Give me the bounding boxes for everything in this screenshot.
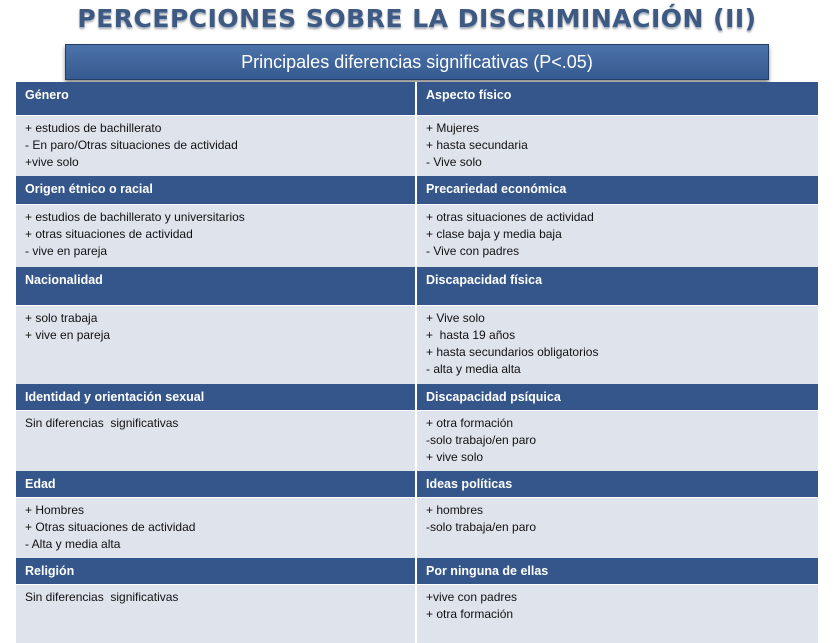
finding-line: Sin diferencias significativas (25, 590, 179, 604)
category-body (417, 584, 818, 643)
finding-line: + hasta secundaria (426, 138, 528, 152)
finding-line: -solo trabajo/en paro (426, 433, 537, 447)
category-header: Discapacidad psíquica (417, 384, 818, 410)
category-header: Nacionalidad (16, 267, 417, 305)
category-header: Religión (16, 558, 417, 584)
category-header: Origen étnico o racial (16, 176, 417, 204)
category-body (16, 584, 417, 643)
finding-line: - vive en pareja (25, 244, 108, 258)
category-header: Aspecto físico (417, 82, 818, 115)
finding-line: - alta y media alta (426, 362, 521, 376)
finding-line: Sin diferencias significativas (25, 416, 179, 430)
finding-line: - Vive con padres (426, 244, 520, 258)
category-body (16, 497, 417, 558)
category-body (16, 115, 417, 176)
category-body (417, 497, 818, 558)
category-header: Ideas políticas (417, 471, 818, 497)
subtitle-banner: Principales diferencias significativas (P<.05) (65, 44, 769, 80)
finding-line: -solo trabaja/en paro (426, 520, 537, 534)
finding-line: +vive con padres (426, 590, 518, 604)
finding-line: - Vive solo (426, 155, 482, 169)
category-body (417, 204, 818, 267)
finding-line: + Hombres (25, 503, 85, 517)
category-body (417, 115, 818, 176)
finding-line: + otra formación (426, 416, 514, 430)
category-header: Edad (16, 471, 417, 497)
category-header: Identidad y orientación sexual (16, 384, 417, 410)
category-body (16, 204, 417, 267)
finding-line: +vive solo (25, 155, 79, 169)
finding-line: + estudios de bachillerato (25, 121, 162, 135)
finding-line: + Vive solo (426, 311, 485, 325)
finding-line: + estudios de bachillerato y universitarios (25, 210, 245, 224)
differences-table (16, 82, 818, 643)
finding-line: + solo trabaja (25, 311, 98, 325)
category-body (16, 305, 417, 384)
finding-line: + otras situaciones de actividad (426, 210, 594, 224)
finding-line: + otra formación (426, 607, 514, 621)
category-body (417, 410, 818, 471)
finding-line: + hasta secundarios obligatorios (426, 345, 599, 359)
finding-line: + hasta 19 años (426, 328, 516, 342)
finding-line: + otras situaciones de actividad (25, 227, 193, 241)
category-header: Por ninguna de ellas (417, 558, 818, 584)
finding-line: + Mujeres (426, 121, 480, 135)
category-body (417, 305, 818, 384)
category-header: Precariedad económica (417, 176, 818, 204)
finding-line: + hombres (426, 503, 484, 517)
finding-line: - Alta y media alta (25, 537, 121, 551)
finding-line: + vive solo (426, 450, 484, 464)
page-title: PERCEPCIONES SOBRE LA DISCRIMINACIÓN (II) (77, 4, 757, 33)
finding-line: + Otras situaciones de actividad (25, 520, 196, 534)
category-header: Discapacidad física (417, 267, 818, 305)
category-header: Género (16, 82, 417, 115)
category-body (16, 410, 417, 471)
finding-line: - En paro/Otras situaciones de actividad (25, 138, 238, 152)
finding-line: + vive en pareja (25, 328, 111, 342)
finding-line: + clase baja y media baja (426, 227, 562, 241)
